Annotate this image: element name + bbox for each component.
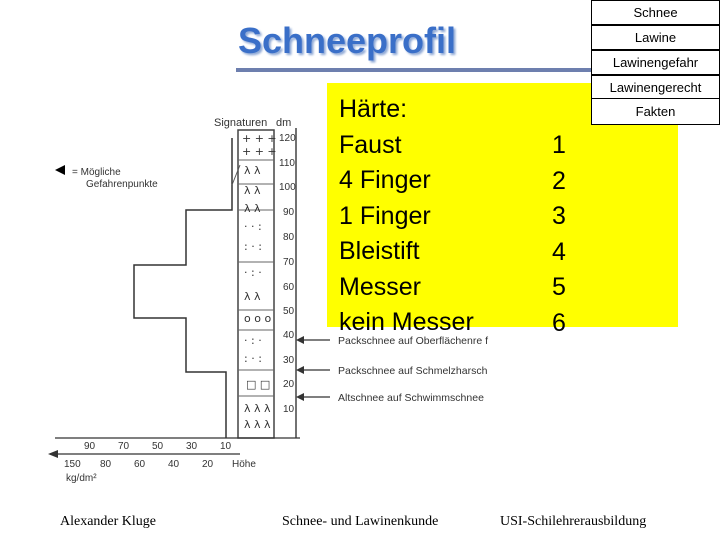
hardness-level: 6	[552, 308, 566, 337]
svg-text:80: 80	[100, 459, 112, 470]
svg-text:70: 70	[283, 257, 295, 268]
svg-text:λ λ: λ λ	[244, 164, 261, 177]
unit-top-label: dm	[276, 117, 292, 129]
svg-text:λ λ λ: λ λ λ	[244, 418, 271, 431]
hardness-heading: Härte:	[339, 95, 408, 123]
svg-text:· · :: · · :	[244, 220, 262, 233]
nav-button-lawinengerecht[interactable]: Lawinengerecht	[591, 75, 720, 100]
hardness-item: 1 Finger	[339, 201, 431, 230]
svg-text:λ λ: λ λ	[244, 202, 261, 215]
nav-button-fakten[interactable]: Fakten	[591, 98, 720, 125]
svg-text:λ λ λ: λ λ λ	[244, 402, 271, 415]
svg-text:10: 10	[220, 441, 232, 452]
svg-text:λ λ: λ λ	[244, 290, 261, 303]
hardness-list	[339, 92, 474, 341]
nav-button-schnee[interactable]: Schnee	[591, 0, 720, 25]
svg-text:40: 40	[283, 330, 295, 341]
hardness-item: Bleistift	[339, 237, 420, 265]
hardness-level: 2	[552, 166, 566, 195]
svg-text:90: 90	[84, 441, 96, 452]
hardness-item: kein Messer	[339, 308, 474, 336]
svg-text:50: 50	[152, 441, 164, 452]
hardness-level: 4	[552, 237, 566, 266]
footer-program: USI-Schilehrerausbildung	[500, 514, 647, 529]
svg-text:60: 60	[283, 282, 295, 293]
annotation-1: Packschnee auf Oberflächenre f	[338, 335, 489, 347]
svg-text:120: 120	[279, 133, 296, 144]
svg-text:100: 100	[279, 182, 296, 193]
slide-title: Schneeprofil	[238, 20, 457, 61]
svg-text:70: 70	[118, 441, 130, 452]
svg-text:30: 30	[283, 355, 295, 366]
legend-text-2: Gefahrenpunkte	[86, 179, 158, 190]
svg-text:50: 50	[283, 306, 295, 317]
footer-course: Schnee- und Lawinenkunde	[282, 514, 439, 529]
nav-button-lawine[interactable]: Lawine	[591, 25, 720, 50]
svg-text:: · :: : · :	[244, 240, 262, 253]
hoehe-label: Höhe	[232, 459, 256, 470]
hardness-item: Faust	[339, 130, 402, 159]
height-ticks	[279, 133, 296, 415]
hardness-item: 4 Finger	[339, 166, 431, 194]
annotation-3: Altschnee auf Schwimmschnee	[338, 392, 484, 404]
svg-text:+ + +: + + +	[242, 132, 277, 145]
hardness-level: 3	[552, 202, 566, 230]
svg-text:o o o: o o o	[244, 312, 272, 325]
hardness-level: 1	[552, 131, 566, 159]
arrow-legend-icon	[55, 165, 65, 175]
svg-text:40: 40	[168, 459, 180, 470]
svg-text:20: 20	[283, 379, 295, 390]
bottom-ticks-row2	[64, 459, 214, 470]
nav-button-lawinengefahr[interactable]: Lawinengefahr	[591, 50, 720, 75]
unit-bottom-label: kg/dm²	[66, 473, 97, 484]
svg-text:· : ·: · : ·	[244, 334, 262, 347]
svg-text:· : ·: · : ·	[244, 266, 262, 279]
svg-text:90: 90	[283, 207, 295, 218]
footer-author: Alexander Kluge	[60, 514, 157, 529]
hardness-level: 5	[552, 273, 566, 301]
legend-text-1: = Mögliche	[72, 167, 121, 178]
svg-text:60: 60	[134, 459, 146, 470]
signatures-label: Signaturen	[214, 117, 268, 129]
svg-text:110: 110	[279, 158, 295, 169]
svg-text:λ λ: λ λ	[244, 184, 261, 197]
svg-text:80: 80	[283, 232, 295, 243]
svg-text:150: 150	[64, 459, 81, 470]
svg-text:□ □: □ □	[246, 378, 271, 391]
svg-text:10: 10	[283, 404, 295, 415]
hardness-levels	[552, 128, 566, 341]
svg-text:20: 20	[202, 459, 214, 470]
svg-text:30: 30	[186, 441, 198, 452]
annotation-2: Packschnee auf Schmelzharsch	[338, 365, 488, 377]
svg-text:: · :: : · :	[244, 352, 262, 365]
hardness-item: Messer	[339, 272, 421, 301]
svg-text:+ + +: + + +	[242, 145, 277, 158]
bottom-ticks-row1	[84, 441, 232, 452]
